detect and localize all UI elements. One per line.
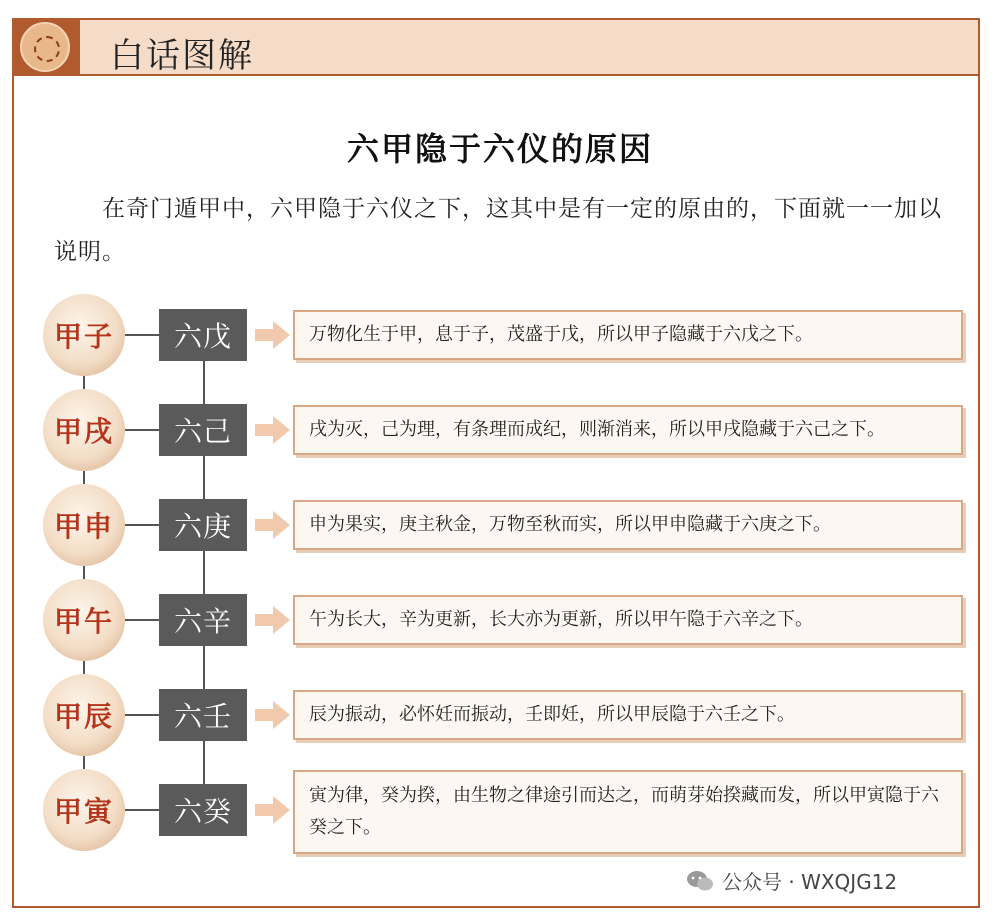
explanation-text: 戌为灭，己为理，有条理而成纪，则渐消来，所以甲戌隐藏于六己之下。 — [293, 405, 963, 455]
header-title: 白话图解 — [110, 36, 254, 76]
arrow-right-icon — [255, 795, 291, 825]
explanation-text: 午为长大，辛为更新，长大亦为更新，所以甲午隐于六辛之下。 — [293, 595, 963, 645]
arrow-right-icon — [255, 605, 291, 635]
watermark-text: 公众号 · WXQJG12 — [722, 870, 898, 894]
logo-emblem-icon — [20, 22, 70, 72]
page-title: 六甲隐于六仪的原因 — [346, 130, 653, 168]
jia-circle: 甲子 — [43, 294, 125, 376]
jia-circle: 甲辰 — [43, 674, 125, 756]
yi-label-box: 六壬 — [159, 689, 247, 741]
connector-line — [125, 334, 160, 336]
intro-paragraph: 在奇门遁甲中，六甲隐于六仪之下，这其中是有一定的原由的，下面就一一加以说明。 — [54, 196, 942, 265]
connector-line — [125, 809, 160, 811]
arrow-right-icon — [255, 320, 291, 350]
jia-circle: 甲午 — [43, 579, 125, 661]
arrow-right-icon — [255, 415, 291, 445]
logo — [12, 18, 80, 76]
explanation-text: 万物化生于甲，息于子，茂盛于戊，所以甲子隐藏于六戊之下。 — [293, 310, 963, 360]
explanation-text: 寅为律，癸为揆，由生物之律途引而达之，而萌芽始揆藏而发，所以甲寅隐于六癸之下。 — [293, 770, 963, 854]
arrow-right-icon — [255, 700, 291, 730]
yi-label-box: 六癸 — [159, 784, 247, 836]
yi-label-box: 六己 — [159, 404, 247, 456]
jia-circle: 甲戌 — [43, 389, 125, 471]
yi-label-box: 六戊 — [159, 309, 247, 361]
yi-label-box: 六庚 — [159, 499, 247, 551]
jia-circle: 甲申 — [43, 484, 125, 566]
connector-line — [125, 524, 160, 526]
connector-line — [125, 429, 160, 431]
yi-label-box: 六辛 — [159, 594, 247, 646]
wechat-icon — [686, 870, 714, 892]
arrow-right-icon — [255, 510, 291, 540]
explanation-text: 申为果实，庚主秋金，万物至秋而实，所以甲申隐藏于六庚之下。 — [293, 500, 963, 550]
jia-circle: 甲寅 — [43, 769, 125, 851]
connector-line — [125, 714, 160, 716]
connector-line — [125, 619, 160, 621]
explanation-text: 辰为振动，必怀妊而振动，壬即妊，所以甲辰隐于六壬之下。 — [293, 690, 963, 740]
watermark — [686, 866, 897, 895]
